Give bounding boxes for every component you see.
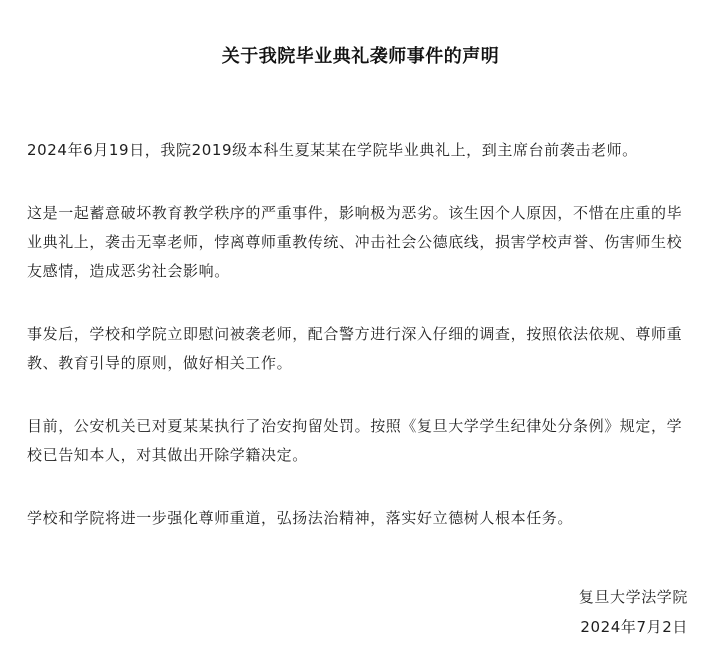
paragraph-assessment: 这是一起蓄意破坏教育教学秩序的严重事件，影响极为恶劣。该生因个人原因，不惜在庄重的毕业典礼上，袭击无辜老师，悖离尊师重教传统、冲击社会公德底线，损害学校声誉、伤害师生校友感情，造成恶劣社会影响。 (27, 204, 683, 280)
statement-body (27, 136, 693, 567)
paragraph-commitment: 学校和学院将进一步强化尊师重道，弘扬法治精神，落实好立德树人根本任务。 (27, 509, 574, 527)
signature-date: 2024年7月2日 (580, 618, 688, 636)
paragraph-incident: 2024年6月19日，我院2019级本科生夏某某在学院毕业典礼上，到主席台前袭击老师。 (27, 141, 638, 159)
paragraph-penalty: 目前，公安机关已对夏某某执行了治安拘留处罚。按照《复旦大学学生纪律处分条例》规定，学校已告知本人，对其做出开除学籍决定。 (27, 417, 683, 464)
signature-organization: 复旦大学法学院 (578, 588, 688, 606)
signature-block (579, 582, 688, 642)
statement-title: 关于我院毕业典礼袭师事件的声明 (221, 46, 500, 67)
paragraph-response: 事发后，学校和学院立即慰问被袭老师，配合警方进行深入仔细的调查，按照依法依规、尊师重教、教育引导的原则，做好相关工作。 (27, 325, 683, 372)
